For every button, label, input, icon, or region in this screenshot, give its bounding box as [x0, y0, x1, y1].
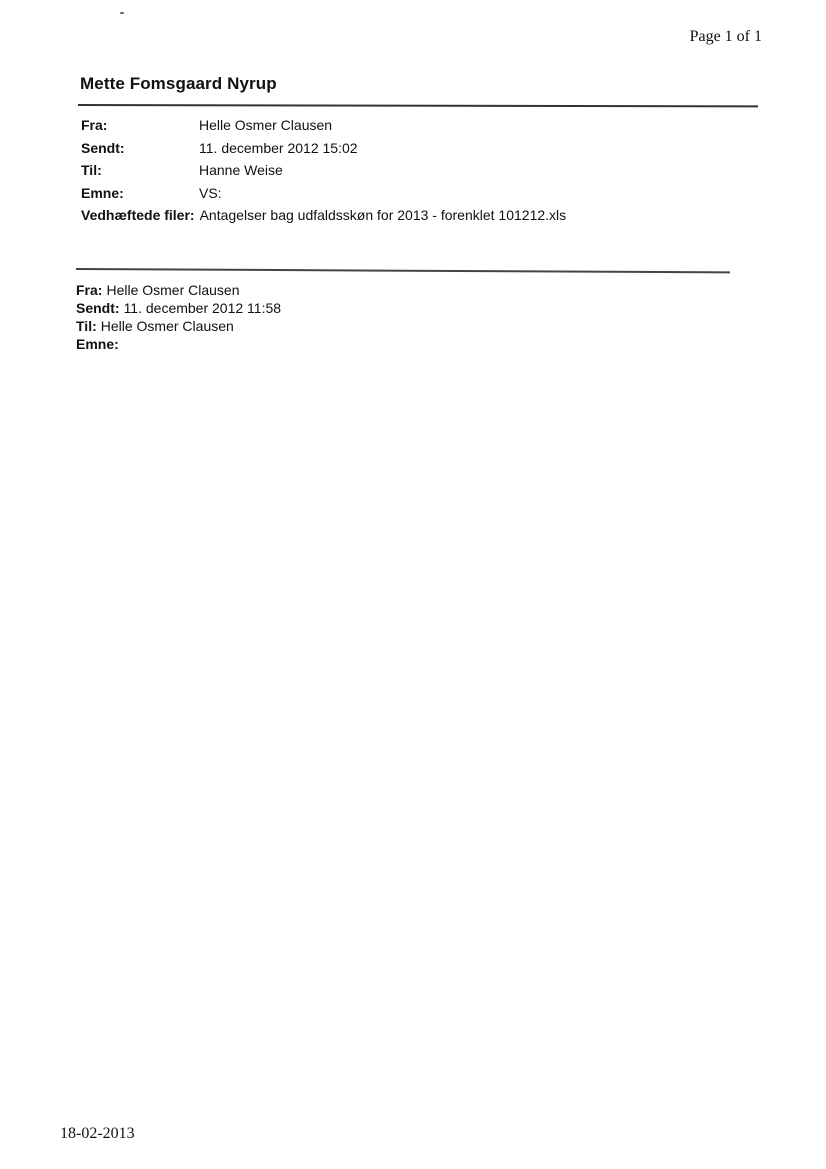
forwarded-sent-value: 11. december 2012 11:58: [123, 300, 282, 316]
forwarded-subject-row: [76, 335, 281, 353]
from-value: Helle Osmer Clausen: [199, 117, 333, 133]
sent-row: [81, 137, 566, 160]
forwarded-subject-label: Emne:: [76, 336, 119, 352]
to-label: Til:: [81, 162, 102, 178]
attachments-row: [81, 204, 566, 227]
subject-label: Emne:: [81, 184, 124, 201]
forwarded-to-row: [76, 317, 281, 335]
subject-value: VS:: [199, 184, 222, 201]
subject-row: [81, 182, 566, 205]
to-value: Hanne Weise: [199, 162, 283, 178]
forwarded-from-value: Helle Osmer Clausen: [106, 282, 240, 298]
forwarded-from-row: [76, 281, 281, 299]
to-row: [81, 159, 566, 182]
sent-label: Sendt:: [81, 139, 125, 156]
email-header-block: [81, 114, 566, 227]
forwarded-header-block: [76, 281, 281, 353]
forwarded-from-label: Fra:: [76, 282, 103, 298]
forwarded-to-value: Helle Osmer Clausen: [100, 318, 234, 334]
page-number: Page 1 of 1: [689, 28, 762, 45]
mailbox-owner-name: Mette Fomsgaard Nyrup: [80, 74, 277, 93]
from-label: Fra:: [81, 117, 108, 133]
from-row: [81, 114, 566, 137]
forwarded-to-label: Til:: [76, 318, 97, 334]
forwarded-sent-row: [76, 299, 281, 317]
forward-divider: [76, 268, 730, 273]
print-date: 18-02-2013: [60, 1125, 135, 1142]
forwarded-sent-label: Sendt:: [76, 300, 120, 316]
header-divider: [78, 104, 758, 107]
attachments-label: Vedhæftede filer:: [81, 207, 195, 223]
attachment-filename: Antagelser bag udfaldsskøn for 2013 - forenklet 101212.xls: [199, 207, 567, 223]
scan-speck: [120, 12, 124, 14]
sent-value: 11. december 2012 15:02: [199, 139, 358, 156]
